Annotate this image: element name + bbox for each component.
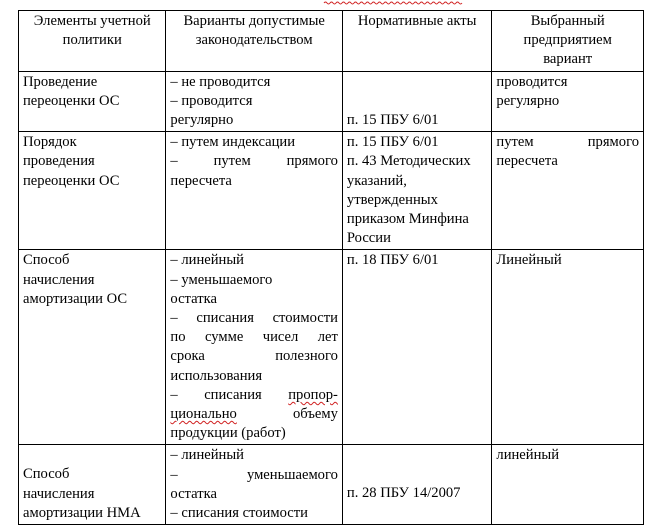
cell-justified-line [170,347,337,366]
cell-chosen [492,445,644,525]
cell-text: срока [170,348,205,365]
cell-text: проводится [496,73,568,90]
cell-text: остатка [170,290,217,307]
cell-text: Проведение [23,73,98,90]
cell-justified-line [496,133,639,152]
table-row [19,71,644,132]
cell-text: Линейный [496,252,562,269]
cell-text: п. 15 ПБУ 6/01 [346,134,439,151]
cell-text: – путем индексации [170,134,296,151]
cell-text: – уменьшаемого [170,271,273,288]
cell-text: путем [496,134,534,151]
header-text: вариант [543,51,593,68]
header-text: законодательством [195,32,313,49]
cell-justified-line [170,386,337,405]
cell-chosen [492,71,644,132]
cell-text: – списания стоимости [170,505,308,522]
header-text: Выбранный [530,13,605,29]
cell-text: – линейный [170,252,244,269]
cell-text: регулярно [170,112,234,129]
cell-text: указаний, [346,172,407,189]
cell-text: начисления [23,271,95,288]
header-text: Нормативные акты [357,13,477,29]
cell-text: пропор- [288,386,338,403]
cell-text: переоценки ОС [23,92,120,109]
cell-justified-line [170,405,337,424]
header-text: политики [62,32,122,49]
cell-variants [166,132,342,250]
cell-variants [166,250,342,445]
cell-text: России [346,230,391,247]
cell-acts [342,445,492,525]
cell-text: – [170,153,178,170]
cell-text: списания [204,386,262,403]
cell-text: – [170,466,178,483]
spacer [347,73,488,111]
cell-text: амортизации НМА [23,504,141,521]
cell-text: продукции (работ) [170,425,286,442]
cell-variants [166,445,342,525]
table-row [19,250,644,445]
header-text: предприятием [523,32,612,49]
cell-text: проведения [23,153,95,170]
cell-justified-line [170,466,337,485]
cell-chosen [492,250,644,445]
cell-text: Способ [23,252,70,269]
cell-text: Способ [23,466,70,483]
cell-policy-element [19,250,166,445]
cell-acts [342,71,492,132]
cell-text: ционально [170,406,237,423]
header-text: Элементы учетной [33,13,151,29]
cell-policy-element [19,445,166,525]
spellcheck-squiggle [324,1,462,5]
header-normative-acts [342,11,492,72]
cell-text: прямого [286,153,338,170]
cell-text: – [170,386,178,403]
accounting-policy-table [18,10,644,525]
cell-policy-element [19,71,166,132]
cell-text: пересчета [496,153,558,170]
cell-text: п. 28 ПБУ 14/2007 [346,485,461,502]
cell-text: – списания стоимости [170,310,338,327]
cell-text: Порядок [23,134,77,151]
cell-text: амортизации ОС [23,290,128,307]
cell-acts [342,132,492,250]
header-text: Варианты допустимые [183,13,325,29]
cell-text: прямого [587,134,639,151]
cell-text: полезного [275,348,338,365]
table-header-row [19,11,644,72]
cell-acts [342,250,492,445]
cell-text: линейный [496,447,560,464]
cell-policy-element [19,132,166,250]
cell-text: утвержденных [346,191,438,208]
cell-text: объему [292,406,338,423]
cell-variants [166,71,342,132]
cell-text: приказом Минфина [346,211,469,228]
cell-text: – проводится [170,92,253,109]
cell-chosen [492,132,644,250]
cell-justified-line [170,152,337,171]
table-row [19,132,644,250]
table-row [19,445,644,525]
cell-text: путем [213,153,251,170]
cell-text: переоценки ОС [23,172,120,189]
spacer [23,446,161,465]
cell-text: п. 15 ПБУ 6/01 [346,111,439,128]
cell-text: начисления [23,485,95,502]
cell-text: уменьшаемого [246,466,338,483]
cell-text: п. 43 Методических [346,153,471,170]
cell-text: – не проводится [170,73,271,90]
cell-text: пересчета [170,172,232,189]
header-allowed-variants [166,11,342,72]
cell-text: регулярно [496,92,560,109]
cell-text: по сумме чисел лет [170,329,338,346]
cell-text: остатка [170,485,217,502]
spacer [347,446,488,484]
header-chosen-variant [492,11,644,72]
cell-text: п. 18 ПБУ 6/01 [346,252,439,269]
header-policy-elements [19,11,166,72]
cell-text: использования [170,367,263,384]
cell-text: – линейный [170,447,244,464]
